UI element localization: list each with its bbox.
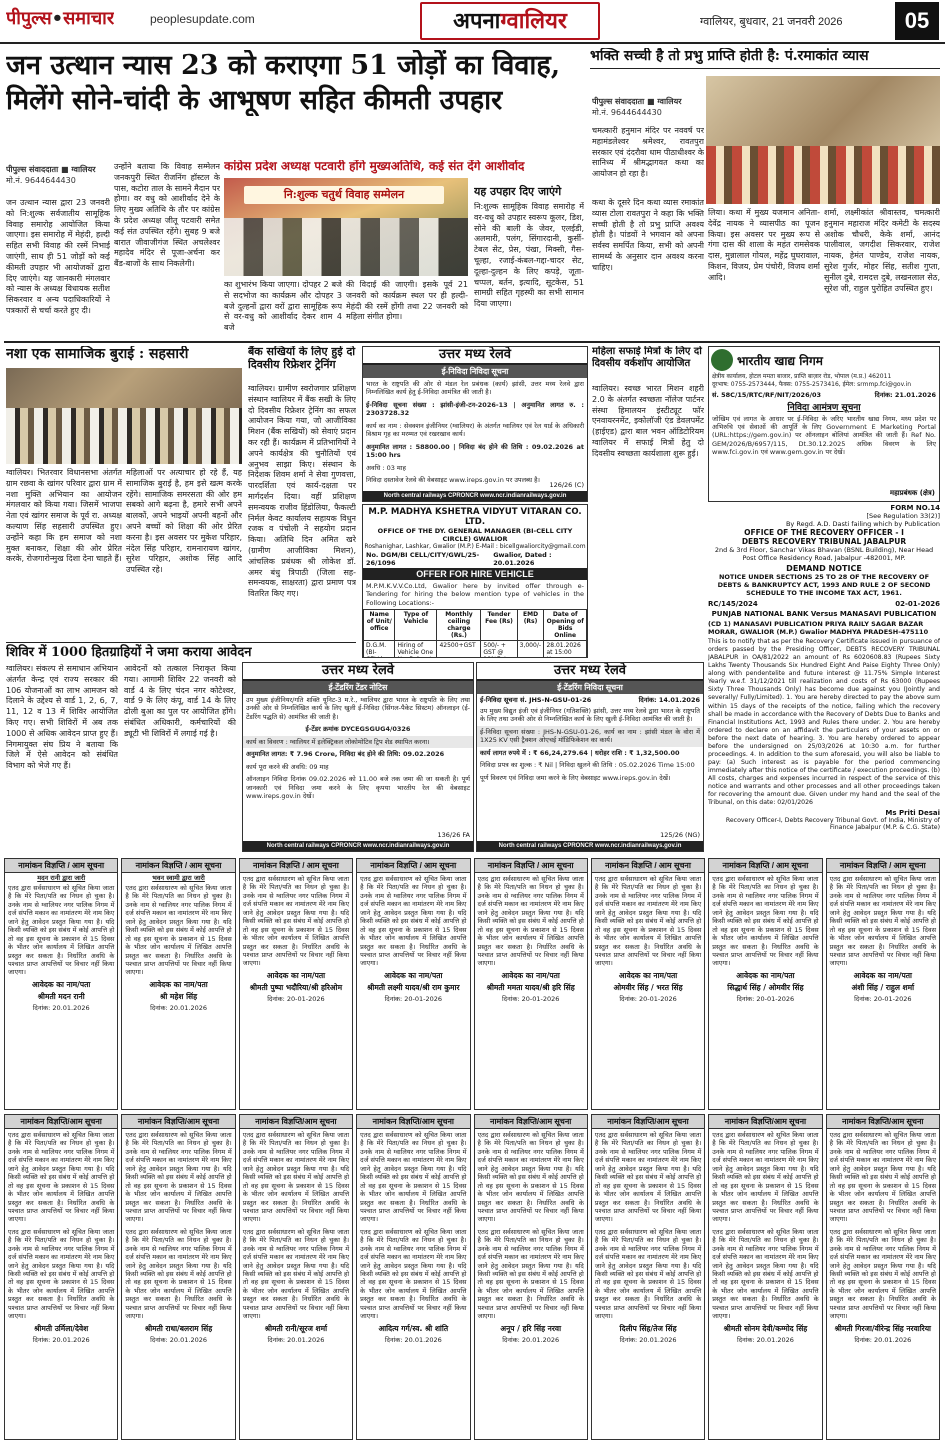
notice-date: दिनांक: 20-01-2026 xyxy=(501,994,560,1003)
byline-text: पीपुल्स संवाददाता ■ ग्वालियर xyxy=(592,97,682,106)
list-item xyxy=(121,858,235,1110)
recovery-demand: DEMAND NOTICE xyxy=(786,564,862,573)
notice-head: नामांकन विज्ञप्ति / आम सूचना xyxy=(827,859,939,873)
notice-body: एतद द्वारा सर्वसाधारण को सूचित किया जाता है कि मेरे पिता/पति का निधन हो चुका है। उनके नाम से ग्वालियर नगर पालिक निगम में दर्ज संपत्ति मकान का नामांतरण मेरे नाम किए जाने हेतु आवेदन प्रस्तुत किया गया है। यदि किसी व्यक्ति को इस संबंध में कोई आपत्ति हो तो वह इस सूचना के प्रकाशन से 15 दिवस के भीतर जोन कार्यालय में लिखित आपत्ति प्रस्तुत कर सकता है। निर्धारित अवधि के पश्चात प्राप्त आपत्तियों पर विचार नहीं किया जाएगा। xyxy=(829,1131,936,1224)
railway-period: अवधि : 03 माह xyxy=(366,463,406,472)
notice-body: एतद द्वारा सर्वसाधारण को सूचित किया जाता है कि मेरे पिता/पति का निधन हो चुका है। उनके नाम से ग्वालियर नगर पालिक निगम में दर्ज संपत्ति मकान का नामांतरण मेरे नाम किए जाने हेतु आवेदन प्रस्तुत किया गया है। यदि किसी व्यक्ति को इस संबंध में कोई आपत्ति हो तो वह इस सूचना के प्रकाशन से 15 दिवस के भीतर जोन कार्यालय में लिखित आपत्ति प्रस्तुत कर सकता है। निर्धारित अवधि के पश्चात प्राप्त आपत्तियों पर विचार नहीं किया जाएगा। xyxy=(477,1227,584,1321)
railway-title: उत्तर मध्य रेलवे xyxy=(477,663,703,681)
mpkv-table xyxy=(363,609,587,658)
railway-work: कार्य का नाम : सेवक्शन इंजीनियर (ग्वालियर) के अंतर्गत ग्वालियर एवं रेल यार्ड के अधिकारी विश्राम गृह का मरम्मत एवं रखरखाव कार्य। xyxy=(366,421,584,439)
notice-sig-label: आवेदक का नाम/पता xyxy=(853,970,912,980)
mpkv-banner: OFFER FOR HIRE VEHICLE xyxy=(363,568,587,580)
table-header: Monthly ceiling charge (Rs.) xyxy=(437,610,481,641)
railway-intro: उप मुख्य विद्युत इंजी एवं इंजीनियर (गतिशक्ति) झांसी, उत्तर मध्य रेलवे द्वारा भारत के राष्ट्रपति के लिए तथा उनकी ओर से निम्नलिखित कार्य के लिए खुली ई-निविदा आमंत्रित की जाती है। xyxy=(480,707,700,724)
recovery-act: NOTICE UNDER SECTIONS 25 TO 28 OF THE RECOVERY OF DEBTS & BANKRUPTCY ACT, 1993 AND RULE 2 OF SECOND SCHEDULE TO THE INCOME TAX ACT, 1961. xyxy=(717,573,931,597)
table-cell: 42500+GST xyxy=(437,641,481,658)
notice-head: नामांकन विज्ञप्ति/आम सूचना xyxy=(827,1115,939,1129)
lead-headline-line2: मिलेंगे सोने-चांदी के आभूषण सहित कीमती उपहार xyxy=(6,85,503,117)
notice-head: नामांकन विज्ञप्ति / आम सूचना xyxy=(240,859,352,873)
railway-social[interactable]: North central railways CPRONCR www.ncr.indianrailways.gov.in xyxy=(363,491,587,501)
list-item xyxy=(591,1114,705,1440)
bhakti-col4: शर्मा, लक्ष्मीकांत श्रीवास्तव, चमत्कारी हनुमान महाराज मंदिर कमेटी के सदस्य अशोक चौधरी, केके शर्मा, आनंद पालीवाल, जगदीश सिकरवार, राजेश नायक, हेमंत पाण्डेय, राजेश नायक, सुरेश गुर्जर, मोहर सिंह, सतीश गुप्ता, सुनील दुबे, रामदत्त दुबे, लखनलाल सेठ, सूरेश जी, राहुल पुरोहित उपस्थित हुए। xyxy=(824,208,940,293)
mpkv-intro: M.P.M.K.V.V.Co.Ltd, Gwalior here by invited offer through e-Tendering for hiring the below mention type of vehicles in the Following Locations:- xyxy=(366,582,584,607)
railway-ref xyxy=(477,694,703,705)
list-item xyxy=(239,858,353,1110)
photo-crowd xyxy=(6,408,242,464)
lead-headline xyxy=(6,50,584,116)
notice-date: दिनांक: 20-01-2026 xyxy=(267,994,325,1003)
bhakti-byline xyxy=(592,96,704,118)
notice-head: नामांकन विज्ञप्ति/आम सूचना xyxy=(240,1115,352,1129)
table-cell: 3,000/- xyxy=(517,641,544,658)
railway-tender-num: ई-निविदा सूचना सं. JHS-N-GSU-01-26 xyxy=(480,696,592,704)
lead-kicker: यह उपहार दिए जाएंगे xyxy=(474,185,562,198)
notice-head: नामांकन विज्ञप्ति / आम सूचना xyxy=(5,859,117,873)
notice-name: सिद्धार्थ सिंह / ओमवीर सिंह xyxy=(727,982,804,992)
notice-body: एतद द्वारा सर्वसाधारण को सूचित किया जाता है कि मेरे पिता/पति का निधन हो चुका है। उनके नाम से ग्वालियर नगर पालिक निगम में दर्ज संपत्ति मकान का नामांतरण मेरे नाम किए जाने हेतु आवेदन प्रस्तुत किया गया है। यदि किसी व्यक्ति को इस संबंध में कोई आपत्ति हो तो वह इस सूचना के प्रकाशन से 15 दिवस के भीतर जोन कार्यालय में लिखित आपत्ति प्रस्तुत कर सकता है। निर्धारित अवधि के पश्चात प्राप्त आपत्तियों पर विचार नहीं किया जाएगा। xyxy=(594,1227,702,1321)
table-header: Name of Unit/ office xyxy=(364,610,395,641)
bhakti-photo xyxy=(706,76,940,204)
notice-body: एतद द्वारा सर्वसाधारण को सूचित किया जाता है कि मेरे पिता/पति का निधन हो चुका है। उनके नाम से ग्वालियर नगर पालिक निगम में दर्ज संपत्ति मकान का नामांतरण मेरे नाम किए जाने हेतु आवेदन प्रस्तुत किया गया है। यदि किसी व्यक्ति को इस संबंध में कोई आपत्ति हो तो वह इस सूचना के प्रकाशन से 15 दिवस के भीतर जोन कार्यालय में लिखित आपत्ति प्रस्तुत कर सकता है। निर्धारित अवधि के पश्चात प्राप्त आपत्तियों पर विचार नहीं किया जाएगा। xyxy=(477,1131,584,1224)
notice-date: दिनांक: 20-01-2026 xyxy=(384,994,443,1003)
mpkv-no: No. DGM/BI CELL/CITY/GWL/25-26/1096 xyxy=(366,551,480,567)
list-item xyxy=(356,1114,470,1440)
notice-name: श्रीमती राधा/बलराम सिंह xyxy=(144,1323,213,1333)
mpkv-office: OFFICE OF THE DY. GENERAL MANAGER (BI-CELL CITY CIRCLE) GWALIOR xyxy=(377,527,573,543)
notice-name: श्रीमती ममता यादव/श्री हरि सिंह xyxy=(486,982,575,992)
table-cell: Hiring of Vehicle One xyxy=(395,641,437,658)
notice-sig-label: आवेदक का नाम/पता xyxy=(149,979,208,989)
list-item xyxy=(4,1114,118,1440)
notice-body: एतद द्वारा सर्वसाधारण को सूचित किया जाता है कि मेरे पिता/पति का निधन हो चुका है। उनके नाम से ग्वालियर नगर पालिक निगम में दर्ज संपत्ति मकान का नामांतरण मेरे नाम किए जाने हेतु आवेदन प्रस्तुत किया गया है। यदि किसी व्यक्ति को इस संबंध में कोई आपत्ति हो तो वह इस सूचना के प्रकाशन से 15 दिवस के भीतर जोन कार्यालय में लिखित आपत्ति प्रस्तुत कर सकता है। निर्धारित अवधि के पश्चात प्राप्त आपत्तियों पर विचार नहीं किया जाएगा। xyxy=(829,875,936,968)
notice-body: एतद द्वारा सर्वसाधारण को सूचित किया जाता है कि मेरे पिता/पति का निधन हो चुका है। उनके नाम से ग्वालियर नगर पालिक निगम में दर्ज संपत्ति मकान का नामांतरण मेरे नाम किए जाने हेतु आवेदन प्रस्तुत किया गया है। यदि किसी व्यक्ति को इस संबंध में कोई आपत्ति हो तो वह इस सूचना के प्रकाशन से 15 दिवस के भीतर जोन कार्यालय में लिखित आपत्ति प्रस्तुत कर सकता है। निर्धारित अवधि के पश्चात प्राप्त आपत्तियों पर विचार नहीं किया जाएगा। xyxy=(125,1131,232,1224)
fci-sign: महाप्रबंधक (क्षेत्र) xyxy=(889,489,935,497)
notice-head: नामांकन विज्ञप्ति/आम सूचना xyxy=(709,1115,821,1129)
notice-head: नामांकन विज्ञप्ति / आम सूचना xyxy=(475,859,587,873)
notice-sub: भवन स्वामी द्वारा जारी xyxy=(152,874,205,882)
notice-date: दिनांक: 20-01-2026 xyxy=(736,994,795,1003)
recovery-form: FORM NO.14 xyxy=(890,504,940,512)
recovery-sign: Ms Priti Desai xyxy=(885,809,940,818)
notice-body: एतद द्वारा सर्वसाधारण को सूचित किया जाता है कि मेरे पिता/पति का निधन हो चुका है। उनके नाम से ग्वालियर नगर पालिक निगम में दर्ज संपत्ति मकान का नामांतरण मेरे नाम किए जाने हेतु आवेदन प्रस्तुत किया गया है। यदि किसी व्यक्ति को इस संबंध में कोई आपत्ति हो तो वह इस सूचना के प्रकाशन से 15 दिवस के भीतर जोन कार्यालय में लिखित आपत्ति प्रस्तुत कर सकता है। निर्धारित अवधि के पश्चात प्राप्त आपत्तियों पर विचार नहीं किया जाएगा। xyxy=(8,1227,115,1321)
fci-text: जोखिम एवं लागत के आधार पर ई-निविदा के जरिए भारतीय खाद्य निगम, मध्य प्रदेश पर अभिरुचि एवं सेवाओं की आपूर्ति के लिए Government E Marketing Portal (URL:https://gem.gov.in) पर ऑनलाइन बोलियां आमंत्रित की जाती हैं। Ref No. GEM/2026/B/6957/115, Dt.30.12.2025 अधिक विवरण के लिए www.fci.gov.in एवं www.gem.gov.in पर देखें। xyxy=(712,414,936,457)
masthead xyxy=(0,0,945,44)
fci-ref-no: सं. 58C/15/RTC/RF/NIT/2026/03 xyxy=(712,390,822,399)
table-cell: 500/- + GST @ xyxy=(481,641,517,658)
table-header: EMD (Rs) xyxy=(517,610,544,641)
fci-header xyxy=(709,347,939,373)
bank-text: ग्वालियर। ग्रामीण स्वरोजगार प्रशिक्षण संस्थान ग्वालियर में बैंक सखी के लिए दो दिवसीय रिफ्रेशर ट्रेनिंग का सफल आयोजन किया गया, जो आजीविका मिशन (बैंक सखियों) को सेवाएं प्रदान कर रही हैं। कार्यक्रम में प्रतिभागियों ने अपने कार्यक्षेत्र की चुनौतियों एवं अनुभव साझा किए। संस्थान के निदेशक शिवम शर्मा ने सेवा गुणवत्ता, पारदर्शिता एवं कार्य-दक्षता पर मार्गदर्शन दिया। वहीं प्रशिक्षण समन्वयक राजीव हिंडोलिया, फैकल्टी निर्मल केवट कार्यालय सहायक विधुन रजक व पंचोली ने सहयोग प्रदान किया। अतिथि दिन अमित खरे (ग्रामीण आजीविका मिशन), आंचलिक प्रबंधक श्री लोकेश डॉ. अमर बंधु त्रिपाठी (जिला सह-समन्वयक, साक्षरता) द्वारा प्रमाण पत्र वितरित किए गए। xyxy=(248,384,356,599)
notice-date: दिनांक: 20.01.2026 xyxy=(150,1003,207,1012)
bhakti-col1: चमत्कारी हनुमान मंदिर पर नववर्ष पर महामंडलेश्वर श्रमेश्वर, रावतपुरा सरकार एवं दंदरौवा धाम पीठाधीश्वर के सानिध्य में श्रीमद्भागवत कथा का आयोजन हो रहा है। xyxy=(592,126,704,179)
railway-code: 136/26 FA xyxy=(437,831,470,839)
notice-name: श्रीमती गिरजा/वीरेन्द्र सिंह नरवारिया xyxy=(834,1323,931,1333)
recovery-body: This is to notify that as per the Recovery Certificate issued in pursuance of orders passed by the Presiding Officer, DEBTS RECOVERY TRIBUNAL JABALPUR in OA/81/2022 an amount of Rs 6020608.83 (Rupees Sixty Lakhs Twenty Thousands Six Hundred Eight And Paise Eighty Three Only) along with pendentelite and future interest @ 11.75% Simple Interest Yearly w.e.f. 31/12/2021 till realization and costs of Rs 63000 (Rupees Sixty Three Thousands Only) has become due against you (Jointly and severally/ Fully/Limited). 1. You are hereby directed to pay the above sum within 15 days of the receipts of the notice, failing which the recovery shall be made in accordance with the Recovery of Debts Due to Banks and Financial Institutions Act, 1993 and Rules there under. 2. You are hereby ordered to declare on an affidavit the particulars of your assets on or before the next date of hearing. 3. You are hereby ordered to appear before the undersigned on 25/03/2026 at 10:30 a.m. for further proceedings. 4. In addition to the sum aforesaid, you will also be liable to pay: (a) Such interest as is payable for the period commencing immediately after this notice of the certificate / execution proceedings. (b) All costs, charges and expenses incurred in respect of the service of this notice and warrants and other processes and all other proceedings taken for recovering the amount due. Given under my hand and the seal of the Tribunal, on this date: 02/01/2026 xyxy=(708,638,940,807)
notice-date: दिनांक: 20.01.2026 xyxy=(150,1335,207,1344)
shivir-col1: ग्वालियर। संकल्प से समाधान अभियान अंतर्गत केन्द्र एवं राज्य सरकार की 106 योजनाओं का लाभ आमजन को दिलाने के उद्देश्य से वार्ड 1, 2, 6, 7, 11, 12 व 13 में शिविर आयोजित किए गए। सभी शिविरों में अब तक 1000 से अधिक आवेदन प्राप्त हुए हैं। निगमायुक्त संघ प्रिय ने बताया कि जिले में ऐसे आवेदन को संबंधित विभाग को भेजे गए हैं। xyxy=(6,664,118,771)
list-item xyxy=(474,1114,588,1440)
website-url[interactable]: peoplesupdate.com xyxy=(150,12,255,26)
table-header: Type of Vehicle xyxy=(395,610,437,641)
list-item xyxy=(826,858,940,1110)
notice-name: श्रीमती सोनम देवी/कम्मोद सिंह xyxy=(723,1323,808,1333)
notice-name: दिलीप सिंह/तेज सिंह xyxy=(619,1323,677,1333)
table-header-row xyxy=(364,610,587,641)
recovery-rule: [See Regulation 33(2)] xyxy=(866,512,940,520)
notice-body: एतद द्वारा सर्वसाधारण को सूचित किया जाता है कि मेरे पिता/पति का निधन हो चुका है। उनके नाम से ग्वालियर नगर पालिक निगम में दर्ज संपत्ति मकान का नामांतरण मेरे नाम किए जाने हेतु आवेदन प्रस्तुत किया गया है। यदि किसी व्यक्ति को इस संबंध में कोई आपत्ति हो तो वह इस सूचना के प्रकाशन से 15 दिवस के भीतर जोन कार्यालय में लिखित आपत्ति प्रस्तुत कर सकता है। निर्धारित अवधि के पश्चात प्राप्त आपत्तियों पर विचार नहीं किया जाएगा। xyxy=(242,875,350,968)
notice-body: एतद द्वारा सर्वसाधारण को सूचित किया जाता है कि मेरे पिता/पति का निधन हो चुका है। उनके नाम से ग्वालियर नगर पालिक निगम में दर्ज संपत्ति मकान का नामांतरण मेरे नाम किए जाने हेतु आवेदन प्रस्तुत किया गया है। यदि किसी व्यक्ति को इस संबंध में कोई आपत्ति हो तो वह इस सूचना के प्रकाशन से 15 दिवस के भीतर जोन कार्यालय में लिखित आपत्ति प्रस्तुत कर सकता है। निर्धारित अवधि के पश्चात प्राप्त आपत्तियों पर विचार नहीं किया जाएगा। xyxy=(8,1131,115,1224)
railway-period: कार्य पूरा करने की अवधि: 09 माह xyxy=(246,762,329,771)
shivir-headline: शिविर में 1000 हितग्राहियों ने जमा कराया आवेदन xyxy=(6,642,356,661)
notice-body: एतद द्वारा सर्वसाधारण को सूचित किया जाता है कि मेरे पिता/पति का निधन हो चुका है। उनके नाम से ग्वालियर नगर पालिक निगम में दर्ज संपत्ति मकान का नामांतरण मेरे नाम किए जाने हेतु आवेदन प्रस्तुत किया गया है। यदि किसी व्यक्ति को इस संबंध में कोई आपत्ति हो तो वह इस सूचना के प्रकाशन से 15 दिवस के भीतर जोन कार्यालय में लिखित आपत्ति प्रस्तुत कर सकता है। निर्धारित अवधि के पश्चात प्राप्त आपत्तियों पर विचार नहीं किया जाएगा। xyxy=(242,1131,350,1224)
notice-body: एतद द्वारा सर्वसाधारण को सूचित किया जाता है कि मेरे पिता/पति का निधन हो चुका है। उनके नाम से ग्वालियर नगर पालिक निगम में दर्ज संपत्ति मकान का नामांतरण मेरे नाम किए जाने हेतु आवेदन प्रस्तुत किया गया है। यदि किसी व्यक्ति को इस संबंध में कोई आपत्ति हो तो वह इस सूचना के प्रकाशन से 15 दिवस के भीतर जोन कार्यालय में लिखित आपत्ति प्रस्तुत कर सकता है। निर्धारित अवधि के पश्चात प्राप्त आपत्तियों पर विचार नहीं किया जाएगा। xyxy=(125,884,232,977)
bank-headline: बैंक सखियों के लिए हुई दो दिवसीय रिफ्रेशर ट्रेनिंग xyxy=(248,346,356,371)
lead-photo xyxy=(224,178,468,276)
safai-headline: महिला सफाई मित्रों के लिए दो दिवसीय वर्कशॉप आयोजित xyxy=(592,346,702,369)
lead-col5: नि:शुल्क सामूहिक विवाह समारोह में वर-वधु को उपहार स्वरूप कूलर, डिश, सोने की बाली के जेवर, एलईडी, अलमारी, पलंग, सिंगारदानी, कुर्सी-टेबल सेट, प्रेस, पंखा, मिक्सी, गैस-चूल्हा, रजाई-कंबल-गद्दा-चादर सेट, दूल्हा-दुल्हन के लिए कपड़े, जूता-चप्पल, बर्तन, इत्यादि, सूटकेस, 51 सामग्री सहित गृहस्थी का सभी सामान दिया जाएगा। xyxy=(474,202,584,309)
notice-body: एतद द्वारा सर्वसाधारण को सूचित किया जाता है कि मेरे पिता/पति का निधन हो चुका है। उनके नाम से ग्वालियर नगर पालिक निगम में दर्ज संपत्ति मकान का नामांतरण मेरे नाम किए जाने हेतु आवेदन प्रस्तुत किया गया है। यदि किसी व्यक्ति को इस संबंध में कोई आपत्ति हो तो वह इस सूचना के प्रकाशन से 15 दिवस के भीतर जोन कार्यालय में लिखित आपत्ति प्रस्तुत कर सकता है। निर्धारित अवधि के पश्चात प्राप्त आपत्तियों पर विचार नहीं किया जाएगा। xyxy=(242,1227,350,1321)
notice-body: एतद द्वारा सर्वसाधारण को सूचित किया जाता है कि मेरे पिता/पति का निधन हो चुका है। उनके नाम से ग्वालियर नगर पालिक निगम में दर्ज संपत्ति मकान का नामांतरण मेरे नाम किए जाने हेतु आवेदन प्रस्तुत किया गया है। यदि किसी व्यक्ति को इस संबंध में कोई आपत्ति हो तो वह इस सूचना के प्रकाशन से 15 दिवस के भीतर जोन कार्यालय में लिखित आपत्ति प्रस्तुत कर सकता है। निर्धारित अवधि के पश्चात प्राप्त आपत्तियों पर विचार नहीं किया जाएगा। xyxy=(477,875,584,968)
lead-col2: उन्होंने बताया कि विवाह सम्मेलन जनकपुरी स्थित रीजनिंग हॉस्टल के पास, कटोरा ताल के सामने मैदान पर होगा। वर वधु को आशीर्वाद देने के लिए मुख्य अतिथि के तौर पर कांग्रेस के प्रदेश अध्यक्ष जीतू पटवारी समेत कई संत उपस्थित रहेंगे। सुबह 9 बजे बारात जीवाजीगंज स्थित अचलेश्वर महादेव मंदिर से पूजा-अर्चना कर बैंड-बाजों के साथ निकलेगी। xyxy=(114,162,220,269)
notice-body: एतद द्वारा सर्वसाधारण को सूचित किया जाता है कि मेरे पिता/पति का निधन हो चुका है। उनके नाम से ग्वालियर नगर पालिक निगम में दर्ज संपत्ति मकान का नामांतरण मेरे नाम किए जाने हेतु आवेदन प्रस्तुत किया गया है। यदि किसी व्यक्ति को इस संबंध में कोई आपत्ति हो तो वह इस सूचना के प्रकाशन से 15 दिवस के भीतर जोन कार्यालय में लिखित आपत्ति प्रस्तुत कर सकता है। निर्धारित अवधि के पश्चात प्राप्त आपत्तियों पर विचार नहीं किया जाएगा। xyxy=(712,1131,819,1224)
lead-col3: का शुभारंभ किया जाएगा। दोपहर 2 बजे से सदभोज का कार्यक्रम और दोपहर 3 बजे दुल्हनों द्वारा वरों द्वारा सामूहिक रूप से वर-वधु को आशीर्वाद देकर शाम 4 बजे xyxy=(224,280,342,333)
recovery-notice xyxy=(708,504,940,852)
divider xyxy=(4,341,940,343)
recovery-parties: PUNJAB NATIONAL BANK Versus MANASAVI PUBLICATION xyxy=(711,610,937,618)
fci-ref xyxy=(709,389,939,400)
notice-sig-label: आवेदक का नाम/पता xyxy=(736,970,795,980)
notice-head: नामांकन विज्ञप्ति/आम सूचना xyxy=(357,1115,469,1129)
dateline: ग्वालियर, बुधवार, 21 जनवरी 2026 xyxy=(700,16,843,28)
notice-body: एतद द्वारा सर्वसाधारण को सूचित किया जाता है कि मेरे पिता/पति का निधन हो चुका है। उनके नाम से ग्वालियर नगर पालिक निगम में दर्ज संपत्ति मकान का नामांतरण मेरे नाम किए जाने हेतु आवेदन प्रस्तुत किया गया है। यदि किसी व्यक्ति को इस संबंध में कोई आपत्ति हो तो वह इस सूचना के प्रकाशन से 15 दिवस के भीतर जोन कार्यालय में लिखित आपत्ति प्रस्तुत कर सकता है। निर्धारित अवधि के पश्चात प्राप्त आपत्तियों पर विचार नहीं किया जाएगा। xyxy=(712,875,819,968)
railway-intro: भारत के राष्ट्रपति की ओर से मंडल रेल प्रबंधक (कार्य) झांसी, उत्तर मध्य रेलवे द्वारा निम्नलिखित कार्य हेतु ई-निविदा आमंत्रित की जाती है। xyxy=(366,380,584,397)
railway-footer: ऑनलाइन निविदा दिनांक 09.02.2026 को 11.00 बजे तक जमा की जा सकती है। पूर्ण जानकारी एवं निविदा जमा करने के लिए कृपया भारतीय रेल की वेबसाइट www.ireps.gov.in देखें। xyxy=(246,775,470,800)
photo-banner: नि:शुल्क चतुर्थ विवाह सम्मेलन xyxy=(244,186,444,204)
list-item xyxy=(4,858,118,1110)
notice-name: ओमवीर सिंह / भरत सिंह xyxy=(613,982,683,992)
page-number: 05 xyxy=(895,2,939,40)
notices-row-2 xyxy=(4,1114,940,1440)
mpkv-ref xyxy=(363,550,587,568)
notice-date: दिनांक: 20-01-2026 xyxy=(854,994,912,1003)
railway-tender-1 xyxy=(362,346,588,502)
railway-code: 125/26 (NG) xyxy=(660,831,700,839)
notice-sig-label: आवेदक का नाम/पता xyxy=(618,970,678,980)
notice-head: नामांकन विज्ञप्ति / आम सूचना xyxy=(709,859,821,873)
recovery-rc-no: RC/145/2024 xyxy=(708,600,758,608)
byline-text: पीपुल्स संवाददाता ■ ग्वालियर xyxy=(6,165,96,174)
nasha-photo xyxy=(6,368,242,464)
nasha-text1: ग्वालियर। भितरवार विधानसभा अंतर्गत ग्राम रछवा के खांगर परिवार द्वारा ग्राम में नशा मुक्ति अभियान का आयोजन मंगलवार को किया गया। जिसमें भाजपा नेता एवं खांगर समाज के पूर्व रा. अध्यक्ष कल्याण सिंह सहसारी उपस्थित हुए। उन्होंने कहा कि हम समाज को नशा मुक्त बनाकर, शिक्षा की ओर प्रेरित करके, रोजगारोन्मुख दिशा देना चाहते हैं। xyxy=(6,468,122,564)
railway-social[interactable]: North central railways CPRONCR www.ncr.indianrailways.gov.in xyxy=(243,841,473,851)
section-title: अपनाग्वालियर xyxy=(420,2,600,40)
railway-code: 126/26 (C) xyxy=(549,481,584,489)
railway-period: निविदा प्रपत्र का शुल्क : ₹ Nil | निविदा खुलने की तिथि : 05.02.2026 Time 15:00 xyxy=(480,761,695,770)
bhakti-headline: भक्ति सच्ची है तो प्रभु प्राप्ति होती है: पं.रमाकांत व्यास xyxy=(590,48,940,69)
notice-sig-label: आवेदक का नाम/पता xyxy=(384,970,443,980)
notice-sig-label: आवेदक का नाम/पता xyxy=(32,979,91,989)
railway-intro: उप मुख्य इंजीनियर/गति शक्ति यूनिट-3 म.रे., ग्वालियर द्वारा भारत के राष्ट्रपति के लिए तथा उनकी ओर से निम्नलिखित कार्य के लिए खुली ई-निविदा (सिंगल-पैकेट सिस्टम) ऑनलाइन (ई-टेंडरिंग पद्धति से) आमंत्रित की जाती है। xyxy=(246,696,470,721)
railway-subtitle: ई-टेंडरिंग निविदा सूचना xyxy=(477,681,703,694)
safai-text: ग्वालियर। स्वच्छ भारत मिशन शहरी 2.0 के अंतर्गत स्वच्छता नॉलेज पार्टनर संस्था हिमालयन इंस्टीट्यूट फॉर एनवायरनमेंट, इकोलॉजी एंड डेवलपमेंट (हाईएड) द्वारा बाल भवन ऑडिटोरियम ग्वालियर में सफाई मित्रों हेतु दो दिवसीय स्वच्छता कार्यशाला शुरू हुई। xyxy=(592,384,704,458)
railway-tender-no: ई-निविदा सूचना संख्या : झांसी-इंजी-टन-2026-13 | अनुमानित लागत रु. : 2303728.32 xyxy=(366,400,584,418)
fci-notice xyxy=(708,346,940,502)
notice-sig-label: आवेदक का नाम/पता xyxy=(501,970,560,980)
notice-head: नामांकन विज्ञप्ति/आम सूचना xyxy=(5,1115,117,1129)
fci-phone: दूरभाष: 0755-2573444, फैक्स: 0755-2573416, ईमेल: srmmp.fci@gov.in xyxy=(712,380,912,388)
railway-cost: कार्य लागत रुपये में : ₹ 66,24,279.64 | धरोहर राशि : ₹ 1,32,500.00 xyxy=(480,748,680,757)
byline-mobile: मो.नं. 9644644430 xyxy=(6,176,76,185)
list-item xyxy=(826,1114,940,1440)
railway-subtitle: ई-टेंडरिंग टेंडर नोटिस xyxy=(243,681,473,694)
railway-tender-3 xyxy=(476,662,704,852)
notice-sub: मदन रानी द्वारा जारी xyxy=(37,874,86,882)
recovery-rc-date: 02-01-2026 xyxy=(895,600,940,608)
railway-social[interactable]: North central railways CPRONCR www.ncr.indianrailways.gov.in xyxy=(477,841,703,851)
fci-name: भारतीय खाद्य निगम xyxy=(737,353,823,368)
list-item xyxy=(591,858,705,1110)
notice-date: दिनांक: 20.01.2026 xyxy=(32,1335,90,1344)
bhakti-col3: लिया। कथा में मुख्य यजमान अनिता-देवेंद्र नायक ने व्यासपीठ का पूजन किया। इस अवसर पर मुख्य रूप से गंगा दास की शाला के महंत रामसेवक दास, मुन्नालाल गोयल, महेंद्र घुघरावाल, किशन, विजय, प्रेम पंचोरी, विजय शर्मा आदि। xyxy=(708,208,820,282)
table-row xyxy=(364,641,587,658)
nasha-text2: महिलाओं पर अत्याचार हो रहे हैं, यह सामाजिक बुराई है, हम इसे खत्म करके रहेंगे। सामाजिक समरसता की ओर हम सबको आगे बढ़ना है, हमारे सभी अपने बालकों, अपने भाइयों अपनी बहनों और अपने बच्चों को शिक्षा की ओर प्रेरित करना है। इस अवसर पर मुकेश परिहार, नंदेल सिंह परिहार, रामनारायण खांगर, सुरेश परिहार, अशोक सिंह आदि उपस्थित रहे। xyxy=(126,468,242,575)
recovery-by: By Regd. A.D. Dasti failing which by Publication xyxy=(785,520,940,528)
notice-name: श्रीमती लक्ष्मी यादव/श्री राम कुमार xyxy=(367,982,460,992)
railway-tender-no: ई-निविदा सूचना संख्या : JHS-N-GSU-01-26, कार्य का नाम : झांसी मंडल के वोरा में 1X25 KV एसी ट्रैक्शन ओएचई मॉडिफिकेशन का कार्य। xyxy=(477,726,703,747)
railway-cost: अनुमानित लागत: ₹ 7.96 Crore, निविदा बंद होने की तिथि: 09.02.2026 xyxy=(246,750,445,759)
notice-body: एतद द्वारा सर्वसाधारण को सूचित किया जाता है कि मेरे पिता/पति का निधन हो चुका है। उनके नाम से ग्वालियर नगर पालिक निगम में दर्ज संपत्ति मकान का नामांतरण मेरे नाम किए जाने हेतु आवेदन प्रस्तुत किया गया है। यदि किसी व्यक्ति को इस संबंध में कोई आपत्ति हो तो वह इस सूचना के प्रकाशन से 15 दिवस के भीतर जोन कार्यालय में लिखित आपत्ति प्रस्तुत कर सकता है। निर्धारित अवधि के पश्चात प्राप्त आपत्तियों पर विचार नहीं किया जाएगा। xyxy=(360,1131,467,1224)
fci-office: क्षेत्रीय कार्यालय, होटल ममता बाजार, प्राप्ति बाज़ार रोड, भोपाल (म.प्र.) 462011 xyxy=(712,373,892,380)
notice-date: दिनांक: 20.01.2026 xyxy=(384,1335,442,1344)
notice-head: नामांकन विज्ञप्ति/आम सूचना xyxy=(475,1115,587,1129)
railway-tender-2 xyxy=(242,662,474,852)
table-cell: 28.01.2026 at 15:00 xyxy=(544,641,587,658)
notice-date: दिनांक: 20.01.2026 xyxy=(502,1335,560,1344)
railway-tender-no: ई-टेंडर क्रमांक DYCEGSGUG4/0326 xyxy=(305,725,411,734)
notices-row-1 xyxy=(4,858,940,1110)
fci-title: निविदा आमंत्रण सूचना xyxy=(787,402,861,413)
notice-body: एतद द्वारा सर्वसाधारण को सूचित किया जाता है कि मेरे पिता/पति का निधन हो चुका है। उनके नाम से ग्वालियर नगर पालिक निगम में दर्ज संपत्ति मकान का नामांतरण मेरे नाम किए जाने हेतु आवेदन प्रस्तुत किया गया है। यदि किसी व्यक्ति को इस संबंध में कोई आपत्ति हो तो वह इस सूचना के प्रकाशन से 15 दिवस के भीतर जोन कार्यालय में लिखित आपत्ति प्रस्तुत कर सकता है। निर्धारित अवधि के पश्चात प्राप्त आपत्तियों पर विचार नहीं किया जाएगा। xyxy=(829,1227,936,1321)
fci-logo-icon xyxy=(711,349,733,371)
notice-body: एतद द्वारा सर्वसाधारण को सूचित किया जाता है कि मेरे पिता/पति का निधन हो चुका है। उनके नाम से ग्वालियर नगर पालिक निगम में दर्ज संपत्ति मकान का नामांतरण मेरे नाम किए जाने हेतु आवेदन प्रस्तुत किया गया है। यदि किसी व्यक्ति को इस संबंध में कोई आपत्ति हो तो वह इस सूचना के प्रकाशन से 15 दिवस के भीतर जोन कार्यालय में लिखित आपत्ति प्रस्तुत कर सकता है। निर्धारित अवधि के पश्चात प्राप्त आपत्तियों पर विचार नहीं किया जाएगा। xyxy=(125,1227,232,1321)
notice-body: एतद द्वारा सर्वसाधारण को सूचित किया जाता है कि मेरे पिता/पति का निधन हो चुका है। उनके नाम से ग्वालियर नगर पालिक निगम में दर्ज संपत्ति मकान का नामांतरण मेरे नाम किए जाने हेतु आवेदन प्रस्तुत किया गया है। यदि किसी व्यक्ति को इस संबंध में कोई आपत्ति हो तो वह इस सूचना के प्रकाशन से 15 दिवस के भीतर जोन कार्यालय में लिखित आपत्ति प्रस्तुत कर सकता है। निर्धारित अवधि के पश्चात प्राप्त आपत्तियों पर विचार नहीं किया जाएगा। xyxy=(360,1227,467,1321)
notice-body: एतद द्वारा सर्वसाधारण को सूचित किया जाता है कि मेरे पिता/पति का निधन हो चुका है। उनके नाम से ग्वालियर नगर पालिक निगम में दर्ज संपत्ति मकान का नामांतरण मेरे नाम किए जाने हेतु आवेदन प्रस्तुत किया गया है। यदि किसी व्यक्ति को इस संबंध में कोई आपत्ति हो तो वह इस सूचना के प्रकाशन से 15 दिवस के भीतर जोन कार्यालय में लिखित आपत्ति प्रस्तुत कर सकता है। निर्धारित अवधि के पश्चात प्राप्त आपत्तियों पर विचार नहीं किया जाएगा। xyxy=(712,1227,819,1321)
mpkv-address: Roshanighar, Lashkar, Gwalior (M.P.) E-Mail : bicellgwaliorcity@gmail.com xyxy=(364,543,586,550)
brand-logo[interactable]: पीपुल्स•समाचार xyxy=(6,8,115,29)
notice-date: दिनांक: 20.01.2026 xyxy=(619,1335,677,1344)
photo-crowd xyxy=(706,146,940,204)
notice-name: अंशी सिंह / राहुल शर्मा xyxy=(851,982,915,992)
list-item xyxy=(121,1114,235,1440)
notice-date: दिनांक: 20.01.2026 xyxy=(854,1335,912,1344)
notice-name: श्रीमती रानी/सूरज शर्मा xyxy=(264,1323,328,1333)
notice-head: नामांकन विज्ञप्ति / आम सूचना xyxy=(592,859,704,873)
list-item xyxy=(708,858,822,1110)
railway-title: उत्तर मध्य रेलवे xyxy=(243,663,473,681)
nasha-headline: नशा एक सामाजिक बुराई : सहसारी xyxy=(6,346,189,362)
mpkv-tender xyxy=(362,504,588,658)
notice-name: श्रीमती पुष्पा भदौरिया/श्री हरिओम xyxy=(249,982,343,992)
lead-byline xyxy=(6,164,110,186)
byline-mobile: मो.नं. 9644644430 xyxy=(592,108,662,117)
recovery-to: (CD 1) MANASAVI PUBLICATION PRIYA RAILY SAGAR BAZAR MORAR, GWALIOR (M.P.) Gwalior MADHYA PRADESH-475110 xyxy=(708,620,929,636)
shivir-col2: आवेदनों को तत्काल निराकृत किया गया। आगामी शिविर 22 जनवरी को वार्ड 4 के लिए चंदन नगर कोटेश्वर, वार्ड 9 के लिए कंपू, वार्ड 14 के लिए ढोली बुआ का पुल पर आयोजित होंगे। संबंधित अधिकारी, कर्मचारियों की ड्यूटी भी शिविरों में लगाई गई है। xyxy=(124,664,236,738)
fci-ref-date: दिनांक: 21.01.2026 xyxy=(874,390,936,399)
mpkv-date: Gwalior, Dated : 20.01.2026 xyxy=(493,551,552,567)
list-item xyxy=(474,858,588,1110)
lead-col4: की विदाई की जाएगी। इसके पूर्व 21 जनवरी को कार्यक्रम स्थल पर ही हल्दी-मेहंदी की रस्में होंगी तथा 22 जनवरी को महिला संगीत होगा। xyxy=(346,280,468,322)
railway-footer: पूर्ण विवरण एवं निविदा जमा करने के लिए वेबसाइट www.ireps.gov.in देखें। xyxy=(480,773,671,782)
notice-head: नामांकन विज्ञप्ति/आम सूचना xyxy=(592,1115,704,1129)
railway-title: उत्तर मध्य रेलवे xyxy=(363,347,587,365)
photo-people xyxy=(224,218,468,276)
notice-head: नामांकन विज्ञप्ति/आम सूचना xyxy=(122,1115,234,1129)
notice-date: दिनांक: 20.01.2026 xyxy=(32,1003,90,1012)
notice-date: दिनांक: 20-01-2026 xyxy=(619,994,677,1003)
notice-body: एतद द्वारा सर्वसाधारण को सूचित किया जाता है कि मेरे पिता/पति का निधन हो चुका है। उनके नाम से ग्वालियर नगर पालिक निगम में दर्ज संपत्ति मकान का नामांतरण मेरे नाम किए जाने हेतु आवेदन प्रस्तुत किया गया है। यदि किसी व्यक्ति को इस संबंध में कोई आपत्ति हो तो वह इस सूचना के प्रकाशन से 15 दिवस के भीतर जोन कार्यालय में लिखित आपत्ति प्रस्तुत कर सकता है। निर्धारित अवधि के पश्चात प्राप्त आपत्तियों पर विचार नहीं किया जाएगा। xyxy=(594,875,702,968)
notice-sig-label: आवेदक का नाम/पता xyxy=(266,970,326,980)
lead-subhead: कांग्रेस प्रदेश अध्यक्ष पटवारी होंगे मुख्यअतिथि, कई संत देंगे आशीर्वाद xyxy=(224,160,525,173)
recovery-sign-title: Recovery Officer-I, Debts Recovery Tribunal Govt. of India, Ministry of Finance Jabalpur (M.P. & C.G. State) xyxy=(725,817,940,832)
notice-date: दिनांक: 20.01.2026 xyxy=(736,1335,794,1344)
recovery-address: 2nd & 3rd Floor, Sanchar Vikas Bhavan (BSNL Building), Near Head Post Office Residency Road, Jabalpur -482001, MP. xyxy=(714,546,934,562)
railway-footer: निविदा दस्तावेज रेलवे की वेबसाइट www.ireps.gov.in पर उपलब्ध है। xyxy=(366,475,541,484)
recovery-office: OFFICE OF THE RECOVERY OFFICER - I xyxy=(744,528,904,537)
notice-date: दिनांक: 20.01.2026 xyxy=(267,1335,325,1344)
list-item xyxy=(239,1114,353,1440)
notice-name: श्रीमती मदन रानी xyxy=(37,991,85,1001)
railway-subtitle: ई-निविदा निविदा सूचना xyxy=(363,365,587,378)
notice-head: नामांकन विज्ञप्ति / आम सूचना xyxy=(122,859,234,873)
notice-body: एतद द्वारा सर्वसाधारण को सूचित किया जाता है कि मेरे पिता/पति का निधन हो चुका है। उनके नाम से ग्वालियर नगर पालिक निगम में दर्ज संपत्ति मकान का नामांतरण मेरे नाम किए जाने हेतु आवेदन प्रस्तुत किया गया है। यदि किसी व्यक्ति को इस संबंध में कोई आपत्ति हो तो वह इस सूचना के प्रकाशन से 15 दिवस के भीतर जोन कार्यालय में लिखित आपत्ति प्रस्तुत कर सकता है। निर्धारित अवधि के पश्चात प्राप्त आपत्तियों पर विचार नहीं किया जाएगा। xyxy=(594,1131,702,1224)
table-cell: D.G.M. (BI- xyxy=(364,641,395,658)
lead-headline-line1: जन उत्थान न्यास 23 को कराएगा 51 जोड़ों का विवाह, xyxy=(6,50,561,81)
notice-body: एतद द्वारा सर्वसाधारण को सूचित किया जाता है कि मेरे पिता/पति का निधन हो चुका है। उनके नाम से ग्वालियर नगर पालिक निगम में दर्ज संपत्ति मकान का नामांतरण मेरे नाम किए जाने हेतु आवेदन प्रस्तुत किया गया है। यदि किसी व्यक्ति को इस संबंध में कोई आपत्ति हो तो वह इस सूचना के प्रकाशन से 15 दिवस के भीतर जोन कार्यालय में लिखित आपत्ति प्रस्तुत कर सकता है। निर्धारित अवधि के पश्चात प्राप्त आपत्तियों पर विचार नहीं किया जाएगा। xyxy=(360,875,467,968)
notice-head: नामांकन विज्ञप्ति / आम सूचना xyxy=(357,859,469,873)
list-item xyxy=(356,858,470,1110)
notice-name: आदित्य गर्ग/स्व. श्री शांति xyxy=(378,1323,449,1333)
recovery-rc xyxy=(708,600,940,608)
railway-date: दिनांक: 14.01.2026 xyxy=(638,696,700,704)
railway-emd: अनुमानित लागत : 58800.00 | निविदा बंद होने की तिथि : 09.02.2026 at 15:00 hrs xyxy=(366,442,584,460)
railway-work: कार्य का विवरण : ग्वालियर में इलेक्ट्रिकल लोकोमोटिव ट्रिप शेड स्थापित करना। xyxy=(243,736,473,748)
table-header: Date of Opening of Bids Online xyxy=(544,610,587,641)
bhakti-col2: कथा के दूसरे दिन कथा व्यास रमाकांत व्यास टोला रावतपुरा ने कहा कि भक्ति सच्ची होती है तो प्रभु प्राप्ति अवश्य होती है। पांडवों ने भगवान को अपना सर्वस्व समर्पित किया, सभी को अपनी सामर्थ्य के अनुसार दान अवश्य करना चाहिए। xyxy=(592,198,704,272)
table-header: Tender Fee (Rs) xyxy=(481,610,517,641)
lead-col1: जन उत्थान न्यास द्वारा 23 जनवरी को नि:शुल्क सर्वजातीय सामूहिक विवाह समारोह आयोजित किया जाएगा। इस समारोह में मेहंदी, हल्दी सहित सभी विवाह की रस्में निभाई जाएंगी, साथ ही 51 जोड़ों को कई कीमती उपहार भी आयोजकों द्वारा दिए जाएंगे। यह जानकारी मंगलवार को न्यास के अध्यक्ष विधायक सतीश सिकरवार व अन्य पदाधिकारियों ने पत्रकारों से चर्चा करते हुए दी। xyxy=(6,198,110,315)
mpkv-name: M.P. MADHYA KSHETRA VIDYUT VITARAN CO. LTD. xyxy=(368,507,582,527)
notice-body: एतद द्वारा सर्वसाधारण को सूचित किया जाता है कि मेरे पिता/पति का निधन हो चुका है। उनके नाम से ग्वालियर नगर पालिक निगम में दर्ज संपत्ति मकान का नामांतरण मेरे नाम किए जाने हेतु आवेदन प्रस्तुत किया गया है। यदि किसी व्यक्ति को इस संबंध में कोई आपत्ति हो तो वह इस सूचना के प्रकाशन से 15 दिवस के भीतर जोन कार्यालय में लिखित आपत्ति प्रस्तुत कर सकता है। निर्धारित अवधि के पश्चात प्राप्त आपत्तियों पर विचार नहीं किया जाएगा। xyxy=(8,884,115,977)
notice-name: श्रीमती उर्मिला/देवेश xyxy=(34,1323,89,1333)
recovery-tribunal: DEBTS RECOVERY TRIBUNAL JABALPUR xyxy=(741,537,907,546)
notice-name: श्री महेश सिंह xyxy=(160,991,198,1001)
list-item xyxy=(708,1114,822,1440)
notice-name: अनूप / हरि सिंह नरवा xyxy=(500,1323,562,1333)
